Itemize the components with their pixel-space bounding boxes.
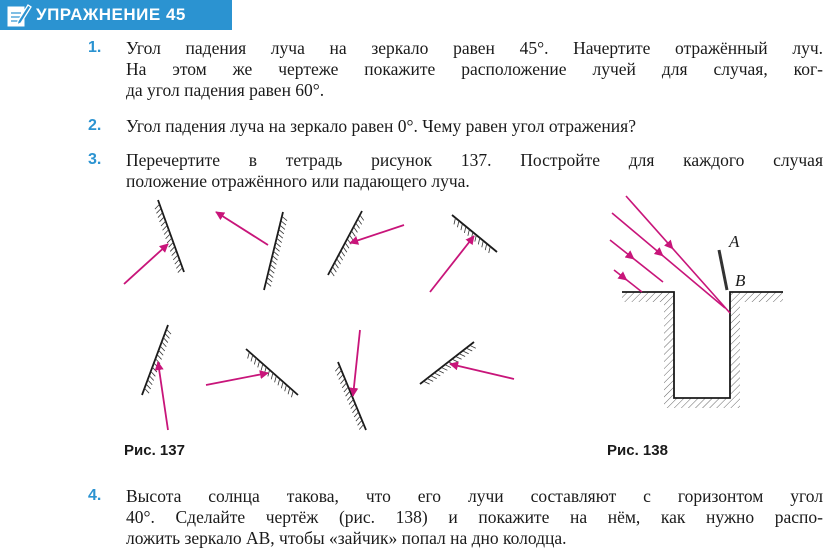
task-3 bbox=[88, 150, 823, 196]
pencil-note-icon bbox=[4, 1, 32, 29]
task-4 bbox=[88, 486, 823, 552]
point-a-label: A bbox=[729, 232, 740, 251]
task-text bbox=[126, 116, 823, 137]
task-line: да угол падения равен 60°. bbox=[126, 80, 325, 100]
mirror-8 bbox=[420, 342, 476, 384]
task-line: 40°. Сделайте чертёж (рис. 138) и покажите на нём, как нужно распо- bbox=[126, 507, 823, 527]
task-line: Перечертите в тетрадь рисунок 137. Постройте для каждого случая bbox=[126, 150, 823, 170]
task-line: Высота солнца такова, что его лучи составляют с горизонтом угол bbox=[126, 486, 823, 506]
task-text bbox=[126, 38, 823, 101]
ray-1 bbox=[124, 244, 168, 284]
task-text bbox=[126, 150, 823, 192]
mirror-4 bbox=[452, 215, 497, 253]
ray-3 bbox=[350, 225, 404, 243]
ray-2 bbox=[216, 212, 268, 245]
sun-ray-3 bbox=[610, 240, 663, 282]
exercise-header bbox=[0, 0, 232, 30]
task-line: На этом же чертеже покажите расположение лучей для случая, ког- bbox=[126, 59, 823, 79]
sun-ray-4 bbox=[614, 270, 642, 292]
ray-5 bbox=[158, 362, 168, 430]
sun-ray-2 bbox=[612, 213, 725, 308]
task-2 bbox=[88, 116, 823, 140]
task-text bbox=[126, 486, 823, 549]
mirror-5 bbox=[142, 325, 171, 395]
task-number: 1. bbox=[88, 39, 102, 56]
figure-137-caption: Рис. 137 bbox=[124, 442, 185, 459]
ray-7 bbox=[353, 330, 360, 396]
sun-ray-arrow bbox=[668, 243, 673, 249]
mirror-2 bbox=[264, 212, 287, 290]
sun-ray-arrow bbox=[625, 279, 626, 280]
exercise-title: УПРАЖНЕНИЕ 45 bbox=[36, 5, 186, 24]
task-line: положение отражённого или падающего луча. bbox=[126, 171, 470, 191]
mirror-3 bbox=[328, 211, 364, 276]
sun-ray-arrow bbox=[631, 257, 634, 259]
sun-ray-1 bbox=[626, 196, 730, 313]
task-number: 3. bbox=[88, 151, 102, 168]
task-number: 2. bbox=[88, 117, 102, 134]
mirror-1 bbox=[155, 200, 184, 273]
ray-8 bbox=[450, 364, 514, 379]
mirror-7 bbox=[335, 362, 366, 430]
task-number: 4. bbox=[88, 487, 102, 504]
mirror-6 bbox=[246, 349, 298, 397]
mirror-ab bbox=[719, 250, 727, 290]
sun-ray-arrow bbox=[657, 251, 663, 256]
well-ground bbox=[622, 292, 783, 408]
task-line: Угол падения луча на зеркало равен 45°. Начертите отражённый луч. bbox=[126, 38, 823, 58]
task-line: ложить зеркало AB, чтобы «зайчик» попал на дно колодца. bbox=[126, 528, 567, 548]
task-1 bbox=[88, 38, 823, 104]
task-line: Угол падения луча на зеркало равен 0°. Чему равен угол отражения? bbox=[126, 116, 636, 136]
ray-6 bbox=[206, 373, 268, 385]
point-b-label: B bbox=[735, 271, 746, 290]
figure-138-caption: Рис. 138 bbox=[607, 442, 668, 459]
ray-4 bbox=[430, 236, 474, 292]
